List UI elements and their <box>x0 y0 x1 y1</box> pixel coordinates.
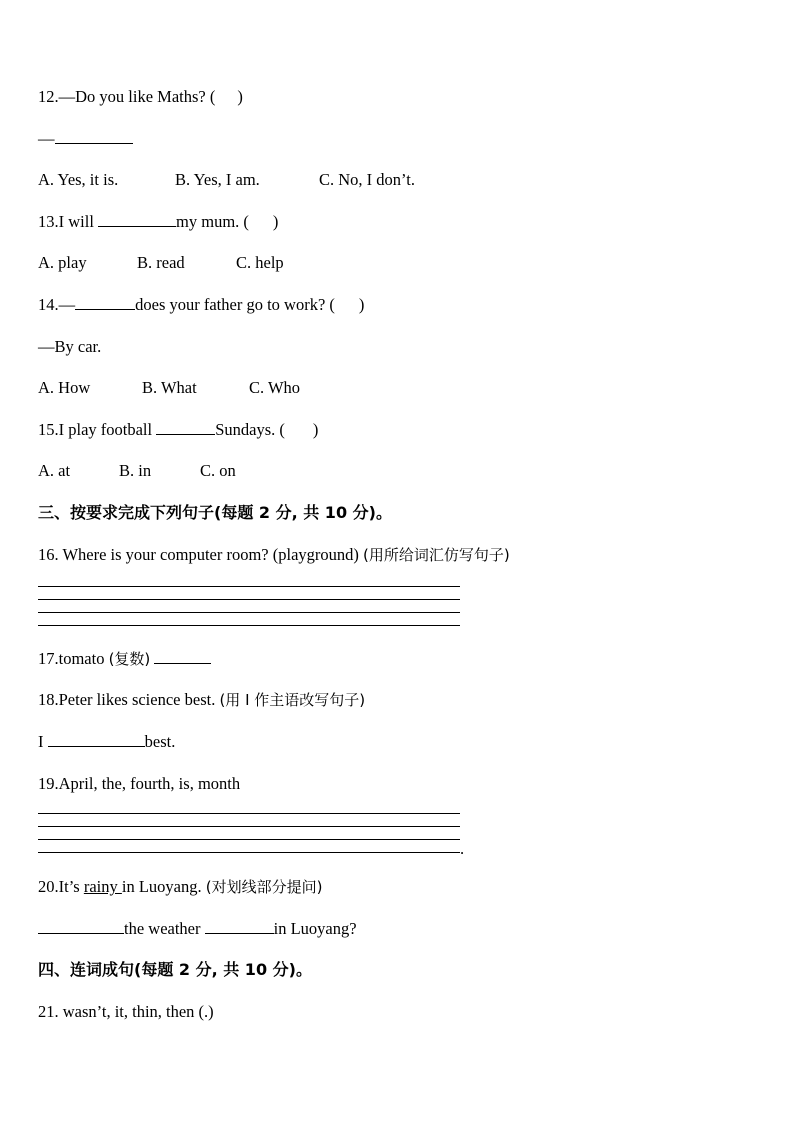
q20-answer-line: the weather in Luoyang? <box>38 918 357 940</box>
q19-answer-line-3[interactable] <box>38 839 460 840</box>
q19-answer-line-4[interactable] <box>38 852 460 853</box>
question-16: 16. Where is your computer room? (playground) (用所给词汇仿写句子) <box>38 545 510 564</box>
question-13: 13.I will my mum. ( ) <box>38 212 279 231</box>
question-21: 21. wasn’t, it, thin, then (.) <box>38 1002 214 1021</box>
q20-blank-1[interactable] <box>38 918 124 934</box>
question-17: 17.tomato (复数) <box>38 648 211 670</box>
q13-option-a[interactable]: A. play <box>38 253 87 272</box>
q14-options <box>38 377 300 399</box>
q15-option-c[interactable]: C. on <box>200 461 236 480</box>
q19-answer-line-1[interactable] <box>38 813 460 814</box>
q15-blank[interactable] <box>156 419 215 435</box>
q20-blank-2[interactable] <box>205 918 274 934</box>
q14-blank[interactable] <box>75 294 135 310</box>
question-12: 12.—Do you like Maths? ( ) <box>38 87 243 106</box>
q19-answer-line-2[interactable] <box>38 826 460 827</box>
question-19: 19.April, the, fourth, is, month <box>38 774 241 793</box>
section-3-heading: 三、按要求完成下列句子(每题 2 分, 共 10 分)。 <box>38 503 392 522</box>
q14-option-c[interactable]: C. Who <box>249 378 301 397</box>
q13-options <box>38 252 284 274</box>
q12-response-line: — <box>38 128 133 150</box>
question-20: 20.It’s rainy in Luoyang. (对划线部分提问) <box>38 877 323 896</box>
q14-option-a[interactable]: A. How <box>38 378 91 397</box>
section-4-heading: 四、连词成句(每题 2 分, 共 10 分)。 <box>38 960 312 979</box>
q18-blank[interactable] <box>48 731 145 747</box>
q12-options <box>38 169 415 191</box>
q12-option-b[interactable]: B. Yes, I am. <box>175 170 260 189</box>
question-15: 15.I play football Sundays. ( ) <box>38 420 319 439</box>
q20-underlined-word: rainy <box>83 877 122 896</box>
q16-answer-line-3[interactable] <box>38 612 460 613</box>
q15-options <box>38 460 236 482</box>
question-18: 18.Peter likes science best. (用 I 作主语改写句子) <box>38 690 366 709</box>
q14-answer: —By car. <box>38 337 102 356</box>
q12-option-a[interactable]: A. Yes, it is. <box>38 170 119 189</box>
q12-response-blank[interactable] <box>55 128 133 144</box>
q13-option-c[interactable]: C. help <box>236 253 284 272</box>
q13-option-b[interactable]: B. read <box>137 253 185 272</box>
q12-option-c[interactable]: C. No, I don’t. <box>319 170 415 189</box>
q13-blank[interactable] <box>98 211 176 227</box>
question-14: 14.— does your father go to work? ( ) <box>38 295 365 314</box>
q15-option-b[interactable]: B. in <box>119 461 152 480</box>
q19-end-mark: . <box>460 839 465 858</box>
q16-answer-line-2[interactable] <box>38 599 460 600</box>
q18-answer-line: I best. <box>38 732 176 751</box>
q16-answer-line-4[interactable] <box>38 625 460 626</box>
q17-blank[interactable] <box>154 648 211 664</box>
q16-answer-line-1[interactable] <box>38 586 460 587</box>
q12-stem: 12.—Do you like Maths? ( <box>38 87 216 106</box>
q15-option-a[interactable]: A. at <box>38 461 71 480</box>
q14-option-b[interactable]: B. What <box>142 378 197 397</box>
